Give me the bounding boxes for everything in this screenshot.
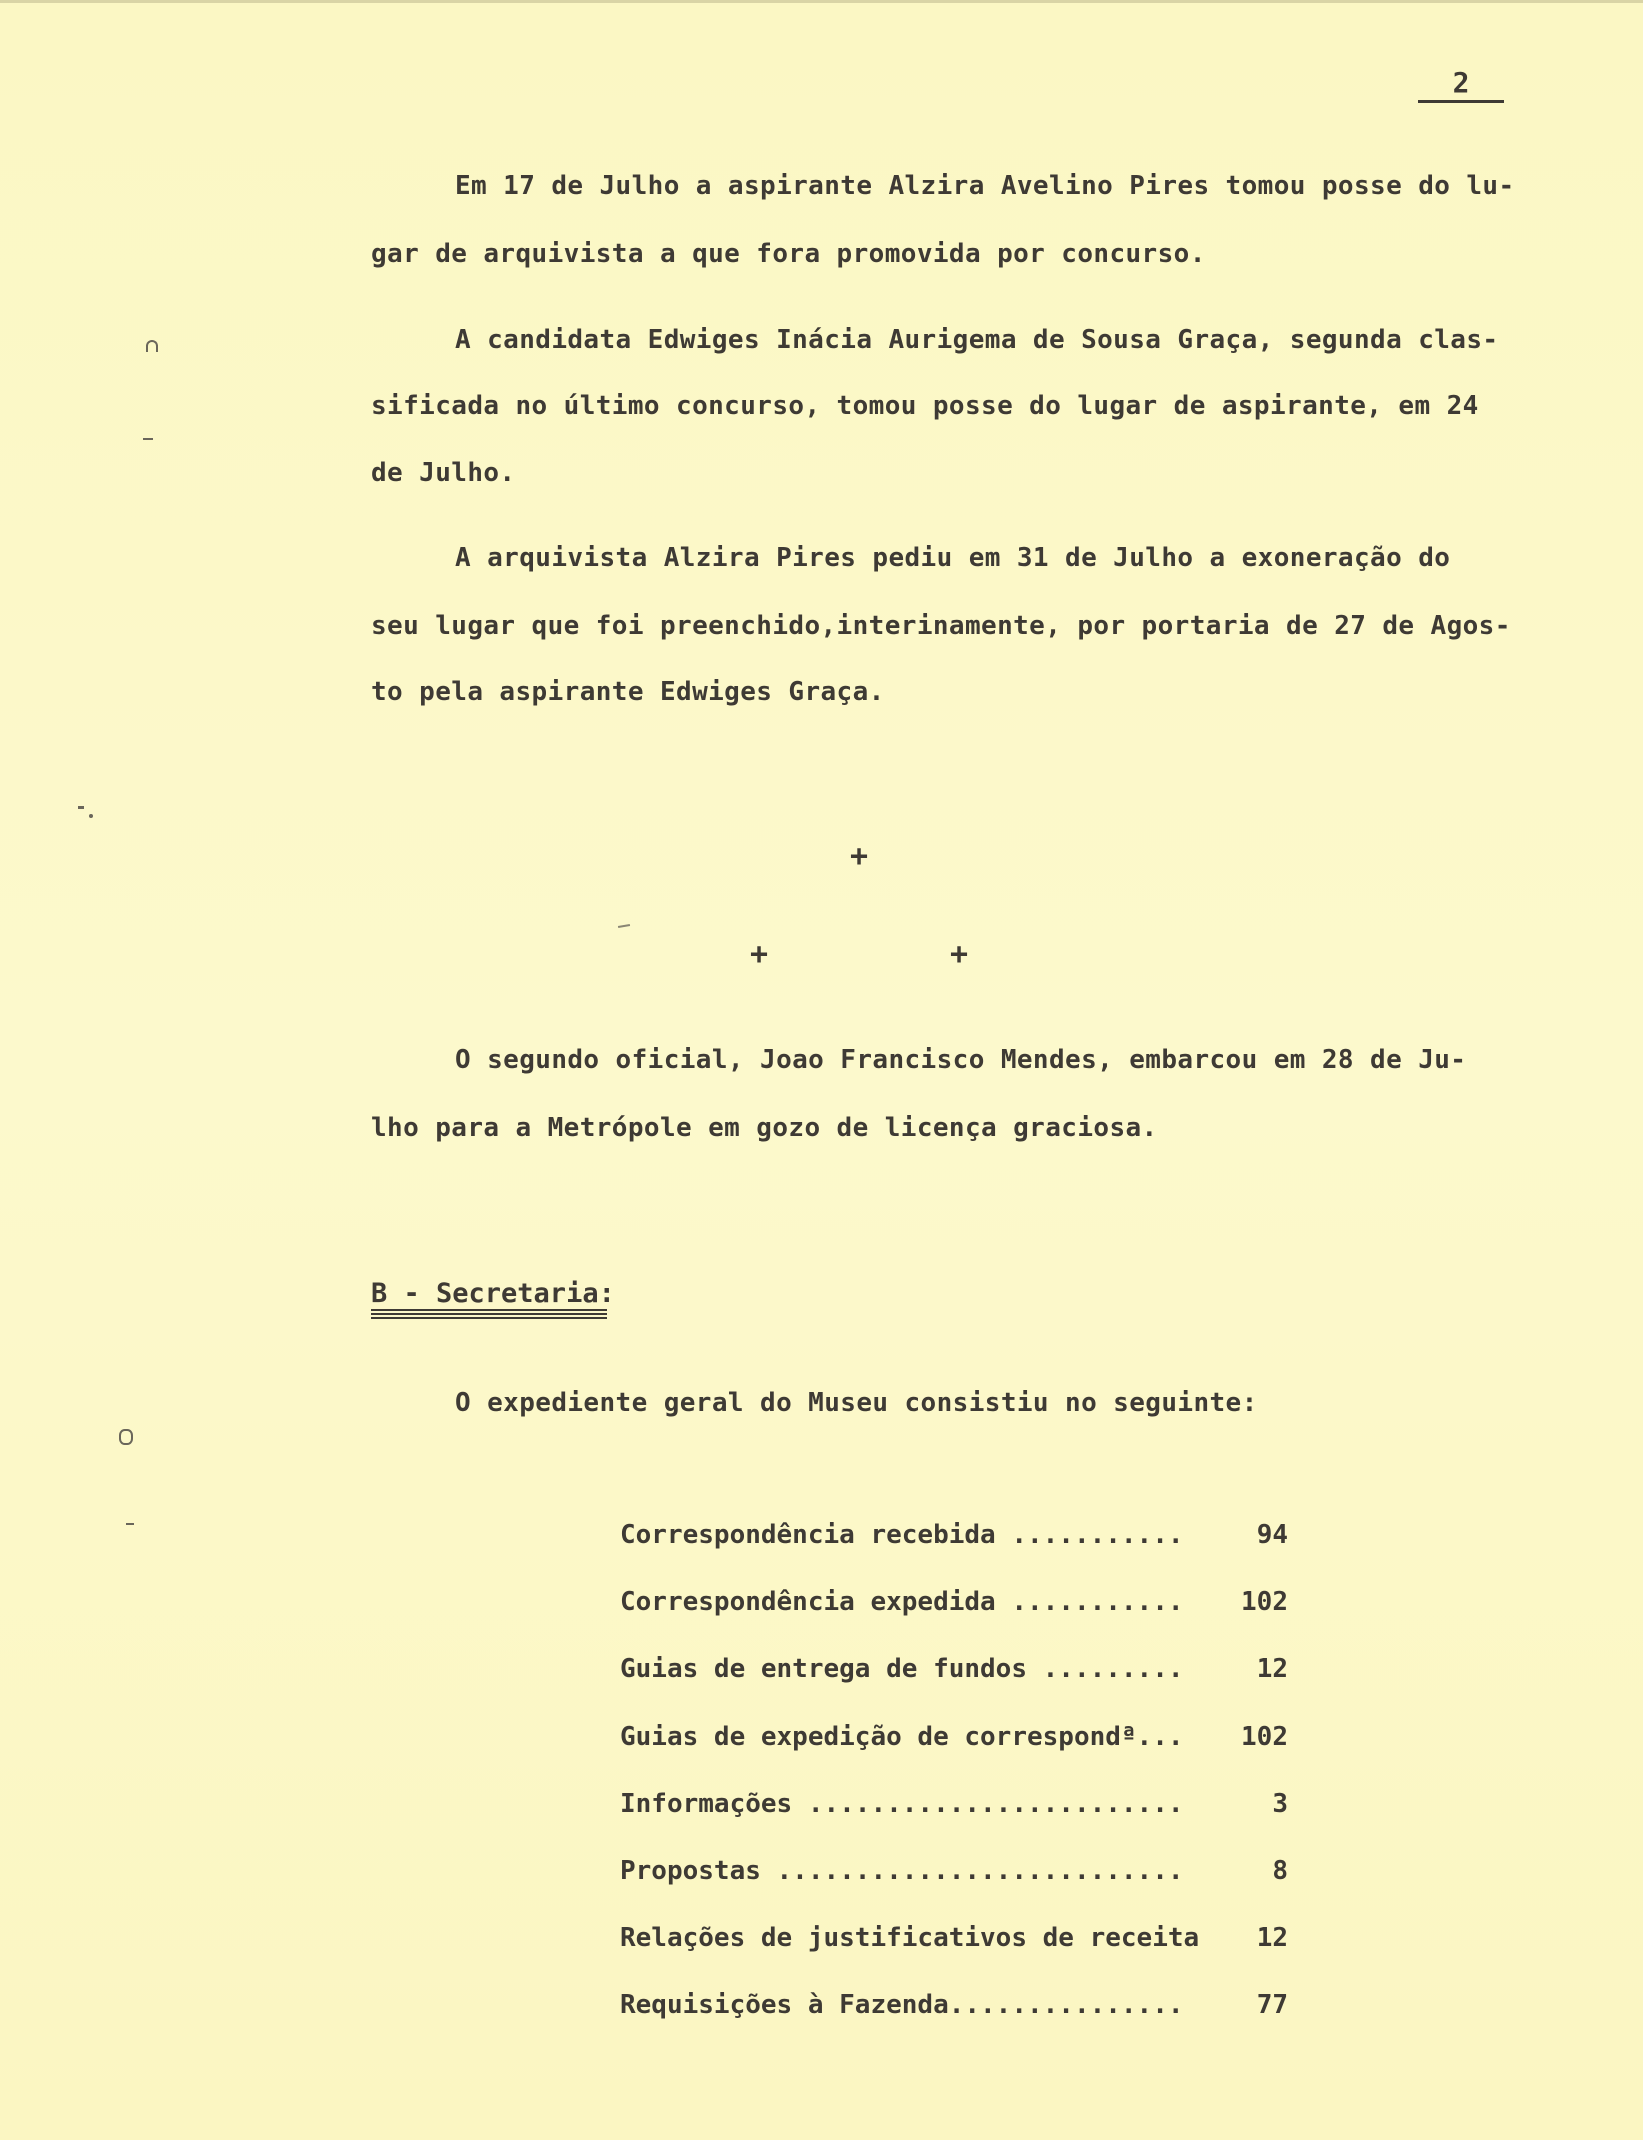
paragraph-1-line-2: gar de arquivista a que fora promovida por concurso. (371, 239, 1206, 269)
heading-underline-2 (371, 1313, 607, 1315)
separator-cross-top: + (850, 839, 869, 874)
separator-cross-right: + (950, 937, 969, 972)
paragraph-2-line-3: de Julho. (371, 458, 516, 488)
stats-row (620, 1854, 1288, 1888)
stats-row (620, 1652, 1288, 1686)
stats-row (620, 1720, 1288, 1754)
margin-speck (89, 814, 93, 818)
margin-speck (78, 806, 84, 809)
stats-label: Propostas .......................... (620, 1856, 1184, 1886)
paragraph-2-line-2: sificada no último concurso, tomou posse do lugar de aspirante, em 24 (371, 391, 1479, 421)
stats-row (620, 1585, 1288, 1619)
stats-row (620, 1518, 1288, 1552)
stats-label: Correspondência recebida ........... (620, 1520, 1184, 1550)
stats-value: 102 (1241, 1587, 1288, 1617)
stats-label: Guias de expedição de correspondª... (620, 1722, 1184, 1752)
paragraph-3-line-1: A arquivista Alzira Pires pediu em 31 de Julho a exoneração do (455, 543, 1451, 573)
paragraph-2-line-1: A candidata Edwiges Inácia Aurigema de Sousa Graça, segunda clas- (455, 325, 1499, 355)
stats-label: Guias de entrega de fundos ......... (620, 1654, 1184, 1684)
section-heading: B - Secretaria: (371, 1278, 615, 1309)
stats-value: 94 (1256, 1520, 1288, 1550)
paragraph-4-line-2: lho para a Metrópole em gozo de licença graciosa. (371, 1113, 1158, 1143)
stats-label: Informações ........................ (620, 1789, 1184, 1819)
stats-row (620, 1921, 1288, 1955)
page-number: 2 (1418, 68, 1504, 103)
paragraph-3-line-2: seu lugar que foi preenchido,interinamente, por portaria de 27 de Agos- (371, 611, 1511, 641)
margin-speck (119, 1429, 133, 1445)
page-top-edge (0, 0, 1643, 3)
stats-value: 77 (1256, 1990, 1288, 2020)
stats-value: 8 (1272, 1856, 1288, 1886)
margin-speck (143, 438, 153, 440)
stats-value: 12 (1256, 1654, 1288, 1684)
stats-value: 12 (1256, 1923, 1288, 1953)
stats-label: Correspondência expedida ........... (620, 1587, 1184, 1617)
margin-speck (126, 1523, 134, 1525)
paragraph-1-line-1: Em 17 de Julho a aspirante Alzira Avelino Pires tomou posse do lu- (455, 171, 1515, 201)
stats-row (620, 1787, 1288, 1821)
heading-underline-1 (371, 1309, 607, 1311)
stats-value: 3 (1272, 1789, 1288, 1819)
margin-speck (146, 340, 158, 352)
stats-value: 102 (1241, 1722, 1288, 1752)
heading-underline-3 (371, 1317, 607, 1319)
paragraph-4-line-1: O segundo oficial, Joao Francisco Mendes, embarcou em 28 de Ju- (455, 1045, 1467, 1075)
stats-row (620, 1988, 1288, 2022)
stats-label: Requisições à Fazenda............... (620, 1990, 1184, 2020)
section-intro: O expediente geral do Museu consistiu no seguinte: (455, 1388, 1258, 1418)
separator-cross-left: + (750, 937, 769, 972)
stats-label: Relações de justificativos de receita (620, 1923, 1200, 1953)
margin-speck (618, 924, 630, 928)
paragraph-3-line-3: to pela aspirante Edwiges Graça. (371, 677, 885, 707)
